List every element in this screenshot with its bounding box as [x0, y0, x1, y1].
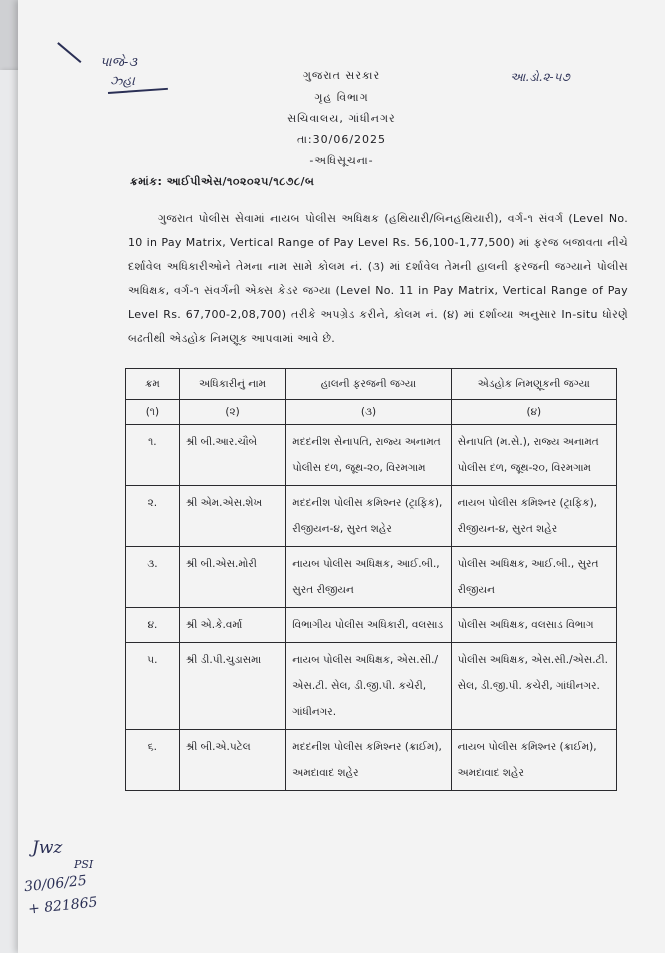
notification-title: -અધિસૂચના-	[309, 154, 374, 167]
department-heading: ગૃહ વિભાગ	[314, 91, 369, 104]
cell-serial: ૧.	[126, 425, 180, 486]
cell-adhoc-post: સેનાપતિ (મ.સે.), રાજ્ય અનામત પોલીસ દળ, જૂથ-૨૦, વિરમગામ	[451, 425, 616, 486]
header-current-post: હાલની ફરજની જગ્યા	[286, 369, 451, 400]
cell-current-post: વિભાગીય પોલીસ અધિકારી, વલસાડ	[286, 608, 451, 643]
cell-current-post: મદદનીશ પોલીસ કમિશ્નર (ક્રાઈમ), અમદાવાદ શહેર	[286, 730, 451, 791]
column-number: (૪)	[451, 400, 616, 425]
handwritten-number: + 821865	[27, 894, 99, 918]
notification-body	[128, 207, 628, 351]
cell-serial: ૨.	[126, 486, 180, 547]
table-header-row	[126, 369, 617, 400]
table-row	[126, 425, 617, 486]
cell-serial: ૫.	[126, 643, 180, 730]
header-officer-name: અધિકારીનું નામ	[179, 369, 286, 400]
cell-adhoc-post: પોલીસ અધિક્ષક, એસ.સી./એસ.ટી. સેલ, ડી.જી.પી. કચેરી, ગાંધીનગર.	[451, 643, 616, 730]
handwritten-date: 30/06/25	[23, 872, 88, 896]
table-row	[126, 643, 617, 730]
pen-mark	[58, 42, 82, 62]
cell-serial: ૪.	[126, 608, 180, 643]
cell-serial: ૬.	[126, 730, 180, 791]
secretariat-heading: સચિવાલય, ગાંધીનગર	[287, 112, 396, 125]
cell-officer-name: શ્રી એ.કે.વર્મા	[179, 608, 286, 643]
cell-adhoc-post: પોલીસ અધિક્ષક, આઈ.બી., સુરત રીજીયન	[451, 547, 616, 608]
handwritten-rank: PSI	[74, 858, 94, 871]
column-number: (૧)	[126, 400, 180, 425]
column-number: (૨)	[179, 400, 286, 425]
order-number: ક્રમાંક: આઈપીએસ/૧૦૨૦૨૫/૧૮૭૮/બ	[130, 175, 315, 188]
table-row	[126, 547, 617, 608]
cell-officer-name: શ્રી બી.એ.પટેલ	[179, 730, 286, 791]
handwritten-initials: Jwz	[32, 838, 63, 858]
cell-current-post: નાયબ પોલીસ અધિક્ષક, આઈ.બી., સુરત રીજીયન	[286, 547, 451, 608]
government-heading: ગુજરાત સરકાર	[302, 69, 381, 82]
table-row	[126, 486, 617, 547]
cell-current-post: મદદનીશ સેનાપતિ, રાજ્ય અનામત પોલીસ દળ, જૂથ-૨૦, વિરમગામ	[286, 425, 451, 486]
cell-serial: ૩.	[126, 547, 180, 608]
table-row	[126, 608, 617, 643]
cell-officer-name: શ્રી ડી.પી.ચુડાસમા	[179, 643, 286, 730]
notification-body-text: ગુજરાત પોલીસ સેવામાં નાયબ પોલીસ અધિક્ષક (હથિયારી/બિનહથિયારી), વર્ગ-૧ સંવર્ગ (Level No. 10 in Pay Matrix, Vertical Range of Pay Level Rs. 56,100-1,77,500) માં ફરજ બજાવતા નીચે દર્શાવેલ અધિકારીઓને તેમના નામ સામે કોલમ નં. (૩) માં દર્શાવેલ તેમની હાલની ફરજની જગ્યાને પોલીસ અધિક્ષક, વર્ગ-૧ સંવર્ગની એક્સ કેડર જગ્યા (Level No. 11 in Pay Matrix, Vertical Range of Pay Level Rs. 67,700-2,08,700) તરીકે અપગ્રેડ કરીને, કોલમ નં. (૪) માં દર્શાવ્યા અનુસાર In-situ ધોરણે બઢતીથી એડહોક નિમણૂક આપવામાં આવે છે.	[128, 212, 628, 345]
document-page	[18, 0, 665, 953]
cell-current-post: મદદનીશ પોલીસ કમિશ્નર (ટ્રાફિક), રીજીયન-૪, સુરત શહેર	[286, 486, 451, 547]
cell-officer-name: શ્રી બી.એસ.મોરી	[179, 547, 286, 608]
handwritten-note-top-left: પાજે-૩	[100, 55, 137, 70]
header-adhoc-post: એડહોક નિમણૂકની જગ્યા	[451, 369, 616, 400]
cell-adhoc-post: પોલીસ અધિક્ષક, વલસાડ વિભાગ	[451, 608, 616, 643]
cell-officer-name: શ્રી બી.આર.ચૌબે	[179, 425, 286, 486]
column-number: (૩)	[286, 400, 451, 425]
cell-officer-name: શ્રી એમ.એસ.શેખ	[179, 486, 286, 547]
document-date: તા:30/06/2025	[296, 133, 387, 146]
cell-adhoc-post: નાયબ પોલીસ કમિશ્નર (ક્રાઈમ), અમદાવાદ શહેર	[451, 730, 616, 791]
table-row	[126, 730, 617, 791]
header-serial: ક્રમ	[126, 369, 180, 400]
column-number-row	[126, 400, 617, 425]
handwritten-note-top-left-2: ઝ્હા	[110, 74, 135, 89]
appointment-table	[125, 368, 617, 791]
handwritten-note-top-right: આ.ડો.૨-૫૭	[510, 70, 570, 84]
cell-adhoc-post: નાયબ પોલીસ કમિશ્નર (ટ્રાફિક), રીજીયન-૪, સુરત શહેર	[451, 486, 616, 547]
cell-current-post: નાયબ પોલીસ અધિક્ષક, એસ.સી./એસ.ટી. સેલ, ડી.જી.પી. કચેરી, ગાંધીનગર.	[286, 643, 451, 730]
